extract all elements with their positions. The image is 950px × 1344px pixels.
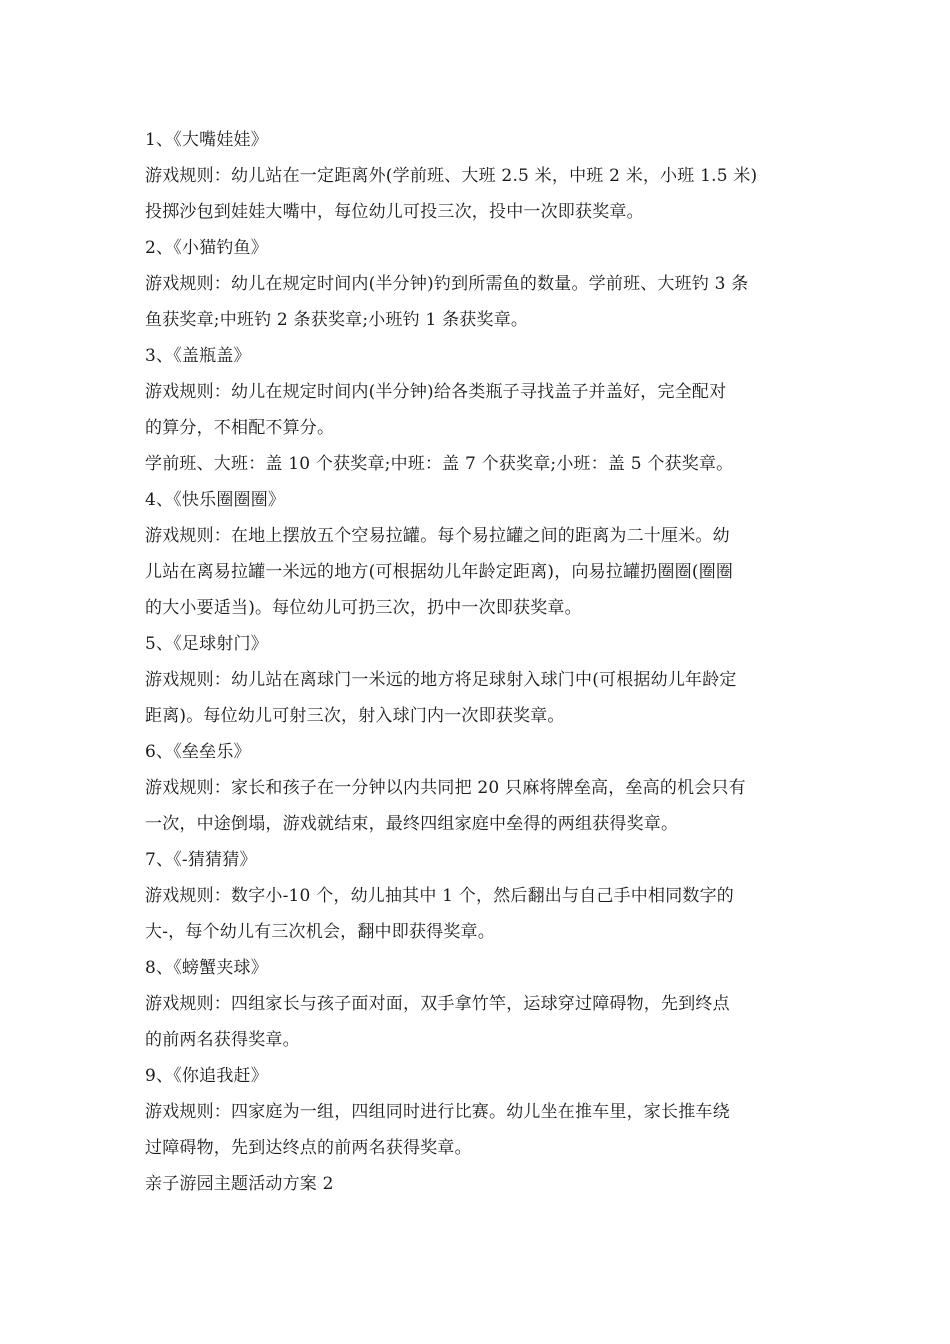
game-rule-1-line-2: 投掷沙包到娃娃大嘴中，每位幼儿可投三次，投中一次即获奖章。 (145, 202, 644, 222)
game-rule-4-line-2: 儿站在离易拉罐一米远的地方(可根据幼儿年龄定距离)，向易拉罐扔圈圈(圈圈 (145, 562, 734, 582)
game-rule-8-line-1: 游戏规则：四组家长与孩子面对面，双手拿竹竿，运球穿过障碍物，先到终点 (145, 994, 730, 1014)
game-title-2: 2、《小猫钓鱼》 (145, 238, 268, 258)
game-title-5: 5、《足球射门》 (145, 634, 268, 654)
document-body (145, 122, 807, 1202)
game-rule-4-line-1: 游戏规则：在地上摆放五个空易拉罐。每个易拉罐之间的距离为二十厘米。幼 (145, 526, 730, 546)
game-rule-7-line-2: 大-，每个幼儿有三次机会，翻中即获得奖章。 (145, 922, 495, 942)
game-rule-4-line-3: 的大小要适当)。每位幼儿可扔三次，扔中一次即获奖章。 (145, 598, 582, 618)
game-rule-5-line-1: 游戏规则：幼儿站在离球门一米远的地方将足球射入球门中(可根据幼儿年龄定 (145, 670, 737, 690)
game-title-4: 4、《快乐圈圈圈》 (145, 490, 286, 510)
game-rule-9-line-2: 过障碍物，先到达终点的前两名获得奖章。 (145, 1138, 472, 1158)
game-rule-3-line-3: 学前班、大班：盖 10 个获奖章;中班：盖 7 个获奖章;小班：盖 5 个获奖章。 (145, 454, 734, 474)
game-title-3: 3、《盖瓶盖》 (145, 346, 251, 366)
game-rule-9-line-1: 游戏规则：四家庭为一组，四组同时进行比赛。幼儿坐在推车里，家长推车绕 (145, 1102, 730, 1122)
game-rule-3-line-2: 的算分，不相配不算分。 (145, 418, 335, 438)
game-rule-7-line-1: 游戏规则：数字小-10 个，幼儿抽其中 1 个，然后翻出与自己手中相同数字的 (145, 886, 735, 906)
game-rule-3-line-1: 游戏规则：幼儿在规定时间内(半分钟)给各类瓶子寻找盖子并盖好，完全配对 (145, 382, 727, 402)
game-rule-5-line-2: 距离)。每位幼儿可射三次，射入球门内一次即获奖章。 (145, 706, 565, 726)
game-rule-6-line-1: 游戏规则：家长和孩子在一分钟以内共同把 20 只麻将牌垒高，垒高的机会只有 (145, 778, 746, 798)
game-rule-6-line-2: 一次，中途倒塌，游戏就结束，最终四组家庭中垒得的两组获得奖章。 (145, 814, 679, 834)
game-rule-8-line-2: 的前两名获得奖章。 (145, 1030, 300, 1050)
game-title-1: 1、《大嘴娃娃》 (145, 130, 268, 150)
game-title-8: 8、《螃蟹夹球》 (145, 958, 268, 978)
game-title-7: 7、《-猜猜猜》 (145, 850, 257, 870)
game-rule-1-line-1: 游戏规则：幼儿站在一定距离外(学前班、大班 2.5 米，中班 2 米，小班 1.5 米) (145, 166, 758, 186)
game-rule-2-line-1: 游戏规则：幼儿在规定时间内(半分钟)钓到所需鱼的数量。学前班、大班钓 3 条 (145, 274, 749, 294)
game-title-9: 9、《你追我赶》 (145, 1066, 268, 1086)
game-rule-2-line-2: 鱼获奖章;中班钓 2 条获奖章;小班钓 1 条获奖章。 (145, 310, 529, 330)
section-title-plan-2: 亲子游园主题活动方案 2 (145, 1174, 334, 1194)
game-title-6: 6、《垒垒乐》 (145, 742, 251, 762)
